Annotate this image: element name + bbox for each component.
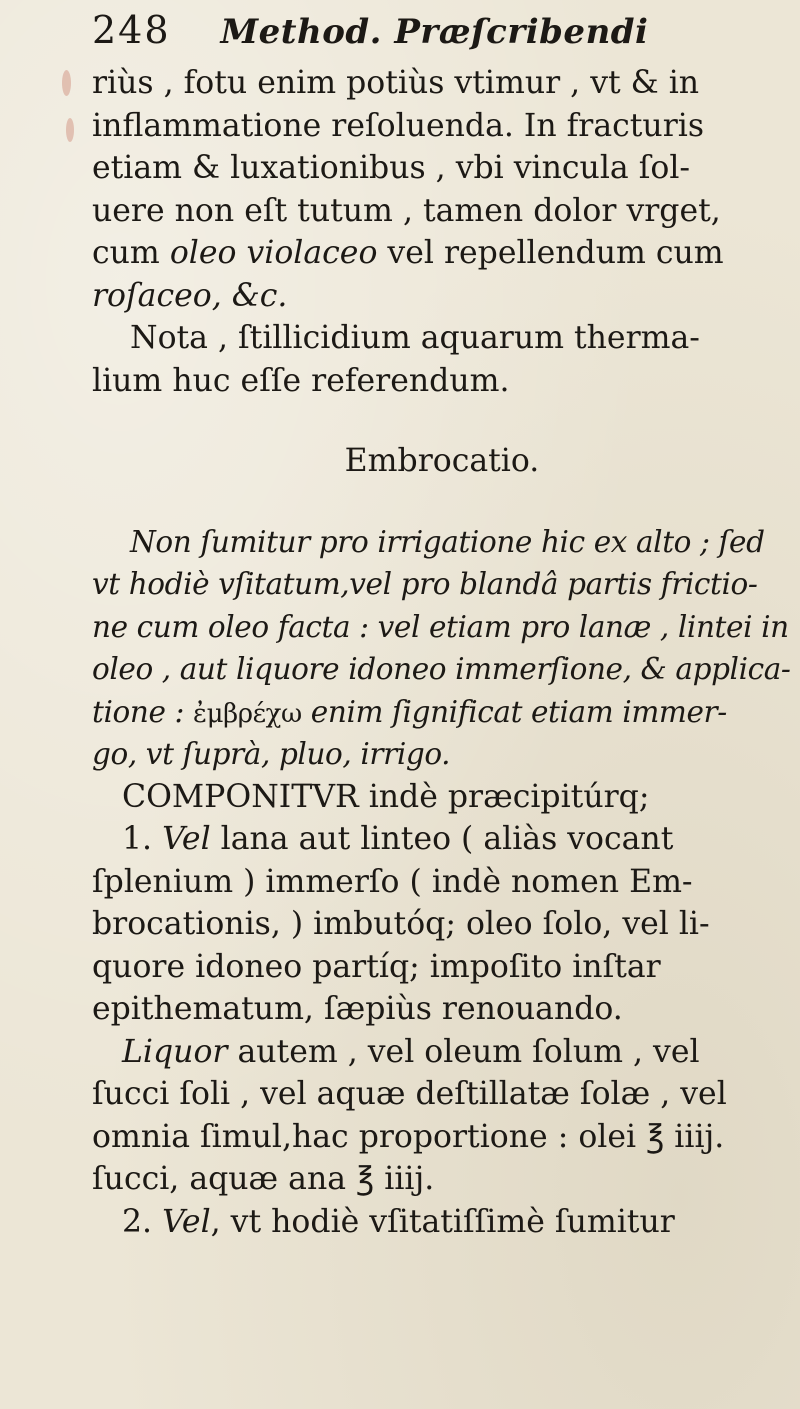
text-line: inflammatione reſoluenda. In fracturis [92,107,705,144]
body-text [92,62,791,1243]
paragraph-3 [92,776,782,1031]
text-run: tione : [92,694,194,729]
text-line: omnia ſimul,hac proportione : olei ℥ iiij. [92,1118,725,1155]
text-line: COMPONITVR indè præcipitúrq; [122,778,650,815]
greek-word: ἐμβρέχω [193,698,302,729]
text-run: enim ſignificat etiam immer- [301,694,727,729]
spacer [92,402,782,440]
text-line: quore idoneo partíq; impoſito inſtar [92,948,661,985]
italic-term: Vel [162,1203,211,1240]
foxing-spot [62,70,71,96]
text-line: ne cum oleo facta : vel etiam pro lanæ , lintei in [92,609,789,644]
paragraph-4 [92,1031,782,1201]
italic-term: Vel [162,821,211,857]
text-line: brocationis, ) imbutóq; oleo ſolo, vel li- [92,906,710,942]
text-run: 1. [122,821,163,857]
text-line [92,691,782,734]
text-line: ſplenium ) immerſo ( indè nomen Em- [92,863,693,900]
text-run: 2. [122,1203,163,1240]
text-run: , vt hodiè vſitatiſſimè ſumitur [210,1203,675,1240]
text-run: lana aut linteo ( aliàs vocant [210,821,674,857]
text-run: cum [92,235,170,271]
text-line: Non ſumitur pro irrigatione hic ex alto ; ſed [130,524,765,559]
text-line: riùs , fotu enim potiùs vtimur , vt & in [92,65,700,101]
text-line: Nota , ſtillicidium aquarum therma- [130,320,700,356]
text-run: vel repellendum cum [377,235,724,271]
text-line: epithematum, ſæpiùs renouando. [92,991,623,1027]
text-line: etiam & luxationibus , vbi vincula ſol- [92,150,691,186]
running-head [92,8,648,68]
foxing-spot [66,118,74,142]
italic-term: oleo violaceo [169,235,378,271]
text-line [92,1201,782,1244]
page-number: 248 [92,8,171,52]
text-line: vt hodiè vſitatum,vel pro blandâ partis frictio- [92,567,758,601]
text-run: autem , vel oleum ſolum , vel [227,1033,700,1070]
text-line: go, vt ſuprà, pluo, irrigo. [92,737,451,771]
text-line: ſucci ſoli , vel aquæ deſtillatæ ſolæ , vel [92,1076,727,1112]
text-line [92,818,782,861]
paragraph-1 [92,62,782,317]
text-line [92,232,782,275]
spacer [92,483,782,521]
text-line: roſaceo, &c. [92,277,288,314]
text-line: uere non eſt tutum , tamen dolor vrget, [92,192,721,229]
paragraph-2 [92,317,782,402]
text-line: oleo , aut liquore idoneo immerſione, & applica- [92,652,791,686]
paragraph-5 [92,1201,782,1244]
text-line: ſucci, aquæ ana ℥ iiij. [92,1161,435,1197]
italic-term: Liquor [122,1033,228,1070]
text-line [92,1031,782,1074]
running-title: Method. Præſcribendi [220,12,649,52]
text-line: lium huc eſſe referendum. [92,362,510,399]
italic-note [92,521,791,776]
section-heading: Embrocatio. [344,443,540,479]
